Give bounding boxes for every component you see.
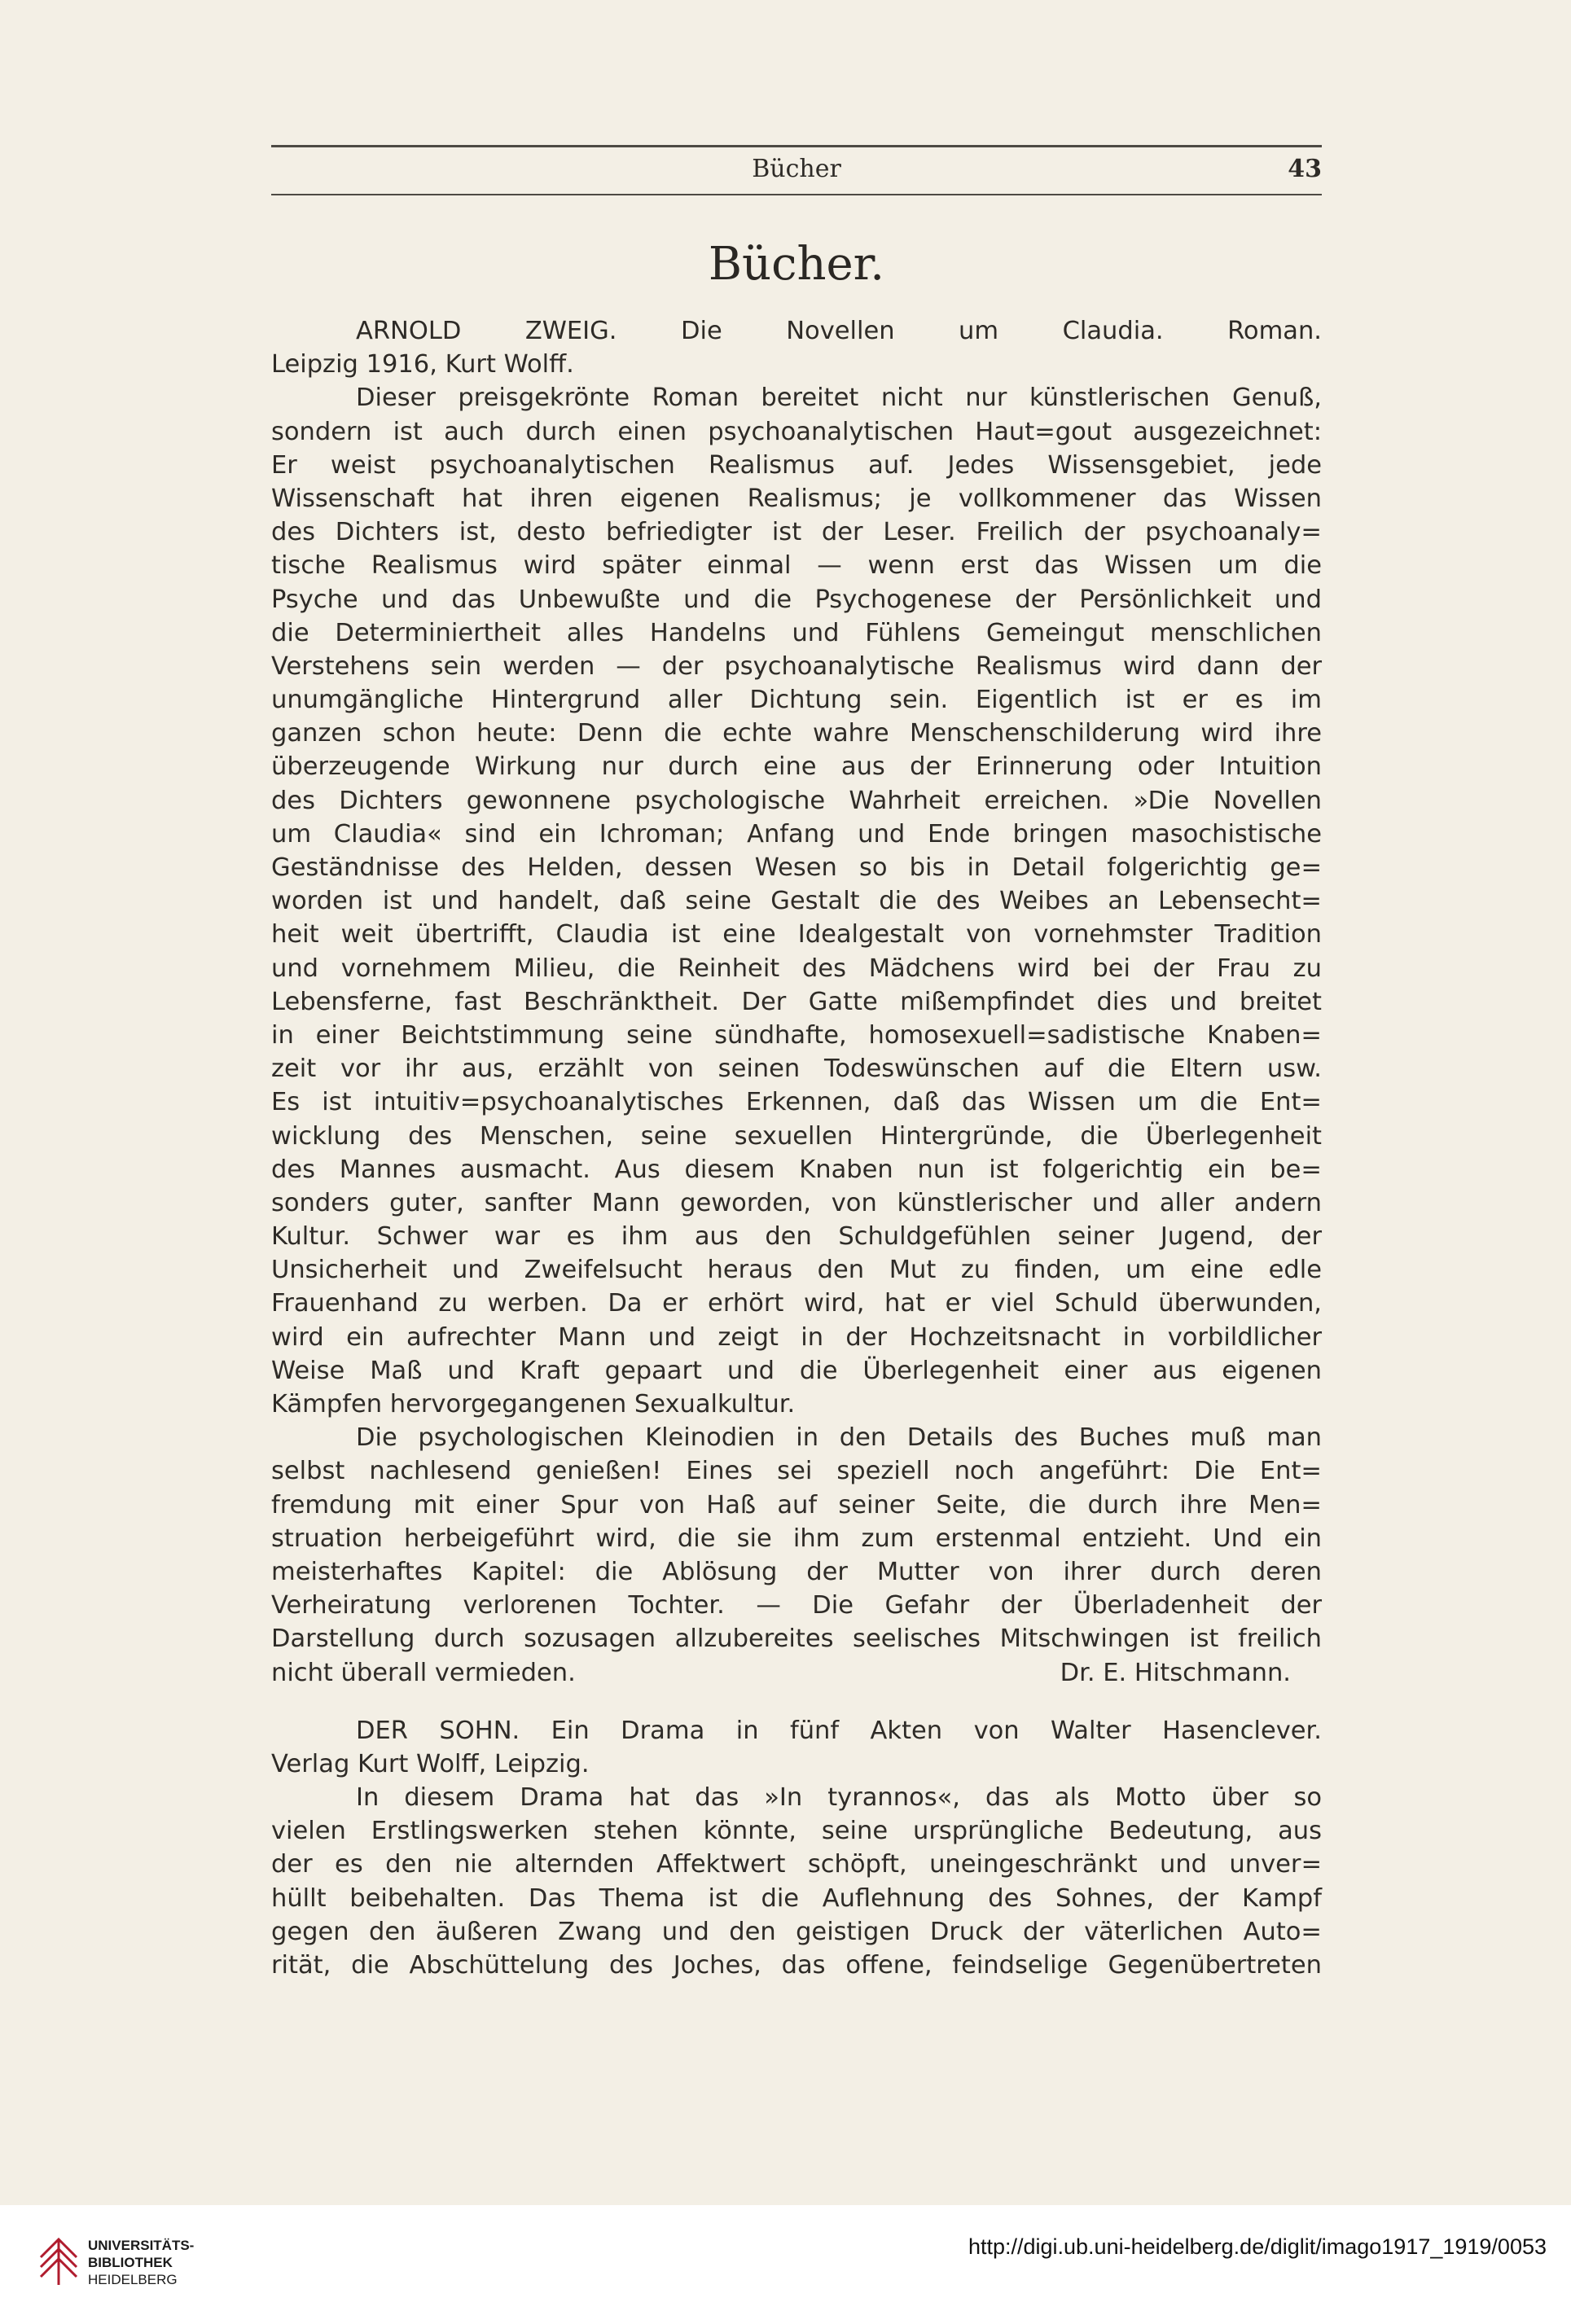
text-line: struation herbeigeführt wird, die sie ihm zum erstenmal entzieht. Und ein (271, 1524, 1322, 1553)
text-line: Verheiratung verlorenen Tochter. — Die Gefahr der Überladenheit der (271, 1591, 1322, 1620)
text-line: tische Realismus wird später einmal — wenn erst das Wissen um die (271, 551, 1322, 581)
text-line: überzeugende Wirkung nur durch eine aus der Erinnerung oder Intuition (271, 752, 1322, 782)
review-heading-line: DER SOHN. Ein Drama in fünf Akten von Walter Hasenclever. (356, 1716, 1322, 1745)
text-line: Die psychologischen Kleinodien in den Details des Buches muß man (356, 1423, 1322, 1453)
page-number: 43 (1288, 155, 1322, 183)
reviewer-signature: Dr. E. Hitschmann. (1060, 1658, 1291, 1687)
text-line: vielen Erstlingswerken stehen könnte, seine ursprüngliche Bedeutung, aus (271, 1817, 1322, 1846)
body-text (271, 314, 1322, 1982)
text-line: Er weist psychoanalytischen Realismus auf. Jedes Wissensgebiet, jede (271, 450, 1322, 480)
running-title: Bücher (752, 155, 841, 183)
text-line: selbst nachlesend genießen! Eines sei speziell noch angeführt: Die Ent= (271, 1457, 1322, 1486)
viewer-footer (0, 2205, 1571, 2324)
library-logo-icon (37, 2225, 80, 2287)
library-name-line-2: BIBLIOTHEK (88, 2255, 173, 2270)
text-line: wird ein aufrechter Mann und zeigt in der Hochzeitsnacht in vorbildlicher (271, 1322, 1322, 1352)
paragraph-gap (271, 1690, 1322, 1714)
text-line: Verstehens sein werden — der psychoanalytische Realismus wird dann der (271, 651, 1322, 681)
closing-text: nicht überall vermieden. (271, 1658, 576, 1687)
section-title: Bücher. (708, 238, 885, 291)
text-line: heit weit übertrifft, Claudia ist eine Idealgestalt von vornehmster Tradition (271, 920, 1322, 949)
text-line: hüllt beibehalten. Das Thema ist die Auflehnung des Sohnes, der Kampf (271, 1883, 1322, 1913)
text-line: unumgängliche Hintergrund aller Dichtung sein. Eigentlich ist er es im (271, 686, 1322, 715)
text-line: Darstellung durch sozusagen allzubereites seelisches Mitschwingen ist freilich (271, 1625, 1322, 1654)
text-line: rität, die Abschüttelung des Joches, das offene, feindselige Gegenübertreten (271, 1951, 1322, 1980)
text-line: Leipzig 1916, Kurt Wolff. (271, 350, 574, 379)
text-line: fremdung mit einer Spur von Haß auf seiner Seite, die durch ihre Men= (271, 1490, 1322, 1519)
text-line: und vornehmem Milieu, die Reinheit des Mädchens wird bei der Frau zu (271, 954, 1322, 983)
text-line: zeit vor ihr aus, erzählt von seinen Todeswünschen auf die Eltern usw. (271, 1055, 1322, 1084)
text-line: Unsicherheit und Zweifelsucht heraus den Mut zu finden, um eine edle (271, 1256, 1322, 1285)
text-line: Verlag Kurt Wolff, Leipzig. (271, 1749, 590, 1778)
review-heading-line: ARNOLD ZWEIG. Die Novellen um Claudia. Roman. (356, 317, 1322, 345)
text-line: worden ist und handelt, daß seine Gestalt die des Weibes an Lebensecht= (271, 887, 1322, 916)
text-line: Es ist intuitiv=psychoanalytisches Erkennen, daß das Wissen um die Ent= (271, 1088, 1322, 1117)
text-line: Weise Maß und Kraft gepaart und die Überlegenheit einer aus eigenen (271, 1356, 1322, 1385)
text-line: die Determiniertheit alles Handelns und Fühlens Gemeingut menschlichen (271, 618, 1322, 647)
text-line: der es den nie alternden Affektwert schöpft, uneingeschränkt und unver= (271, 1850, 1322, 1879)
text-line: des Mannes ausmacht. Aus diesem Knaben nun ist folgerichtig ein be= (271, 1155, 1322, 1184)
text-line: ganzen schon heute: Denn die echte wahre Menschenschilderung wird ihre (271, 719, 1322, 748)
text-line: Dieser preisgekrönte Roman bereitet nicht nur künstlerischen Genuß, (356, 384, 1322, 413)
text-line: in einer Beichtstimmung seine sündhafte, homosexuell=sadistische Knaben= (271, 1020, 1322, 1050)
running-head (271, 151, 1322, 187)
text-line: sonders guter, sanfter Mann geworden, von künstlerischer und aller andern (271, 1188, 1322, 1217)
text-line: Kämpfen hervorgegangenen Sexualkultur. (271, 1390, 796, 1419)
text-line: Kultur. Schwer war es ihm aus den Schuldgefühlen seiner Jugend, der (271, 1222, 1322, 1252)
source-url-link[interactable]: http://digi.ub.uni-heidelberg.de/diglit/imago1917_1919/0053 (968, 2234, 1547, 2259)
header-rule-bottom (271, 194, 1322, 195)
text-line: Lebensferne, fast Beschränktheit. Der Gatte mißempfindet dies und breitet (271, 987, 1322, 1016)
header-rule-top (271, 145, 1322, 147)
text-line: Frauenhand zu werben. Da er erhört wird, hat er viel Schuld überwunden, (271, 1289, 1322, 1318)
text-line: Geständnisse des Helden, dessen Wesen so bis in Detail folgerichtig ge= (271, 853, 1322, 882)
closing-line (271, 1656, 1322, 1690)
text-line: gegen den äußeren Zwang und den geistigen Druck der väterlichen Auto= (271, 1917, 1322, 1946)
library-name (88, 2237, 194, 2288)
text-line: In diesem Drama hat das »In tyrannos«, das als Motto über so (356, 1783, 1322, 1813)
text-line: wicklung des Menschen, seine sexuellen Hintergründe, die Überlegenheit (271, 1121, 1322, 1151)
text-line: sondern ist auch durch einen psychoanalytischen Haut=gout ausgezeichnet: (271, 417, 1322, 446)
text-line: des Dichters ist, desto befriedigter ist der Leser. Freilich der psychoanaly= (271, 518, 1322, 547)
library-name-line-1: UNIVERSITÄTS- (88, 2238, 195, 2253)
text-line: meisterhaftes Kapitel: die Ablösung der Mutter von ihrer durch deren (271, 1557, 1322, 1586)
text-line: Wissenschaft hat ihren eigenen Realismus; je vollkommener das Wissen (271, 484, 1322, 513)
text-line: des Dichters gewonnene psychologische Wahrheit erreichen. »Die Novellen (271, 786, 1322, 815)
library-name-line-3: HEIDELBERG (88, 2272, 178, 2287)
text-line: Psyche und das Unbewußte und die Psychogenese der Persönlichkeit und (271, 585, 1322, 614)
text-line: um Claudia« sind ein Ichroman; Anfang und Ende bringen masochistische (271, 819, 1322, 848)
